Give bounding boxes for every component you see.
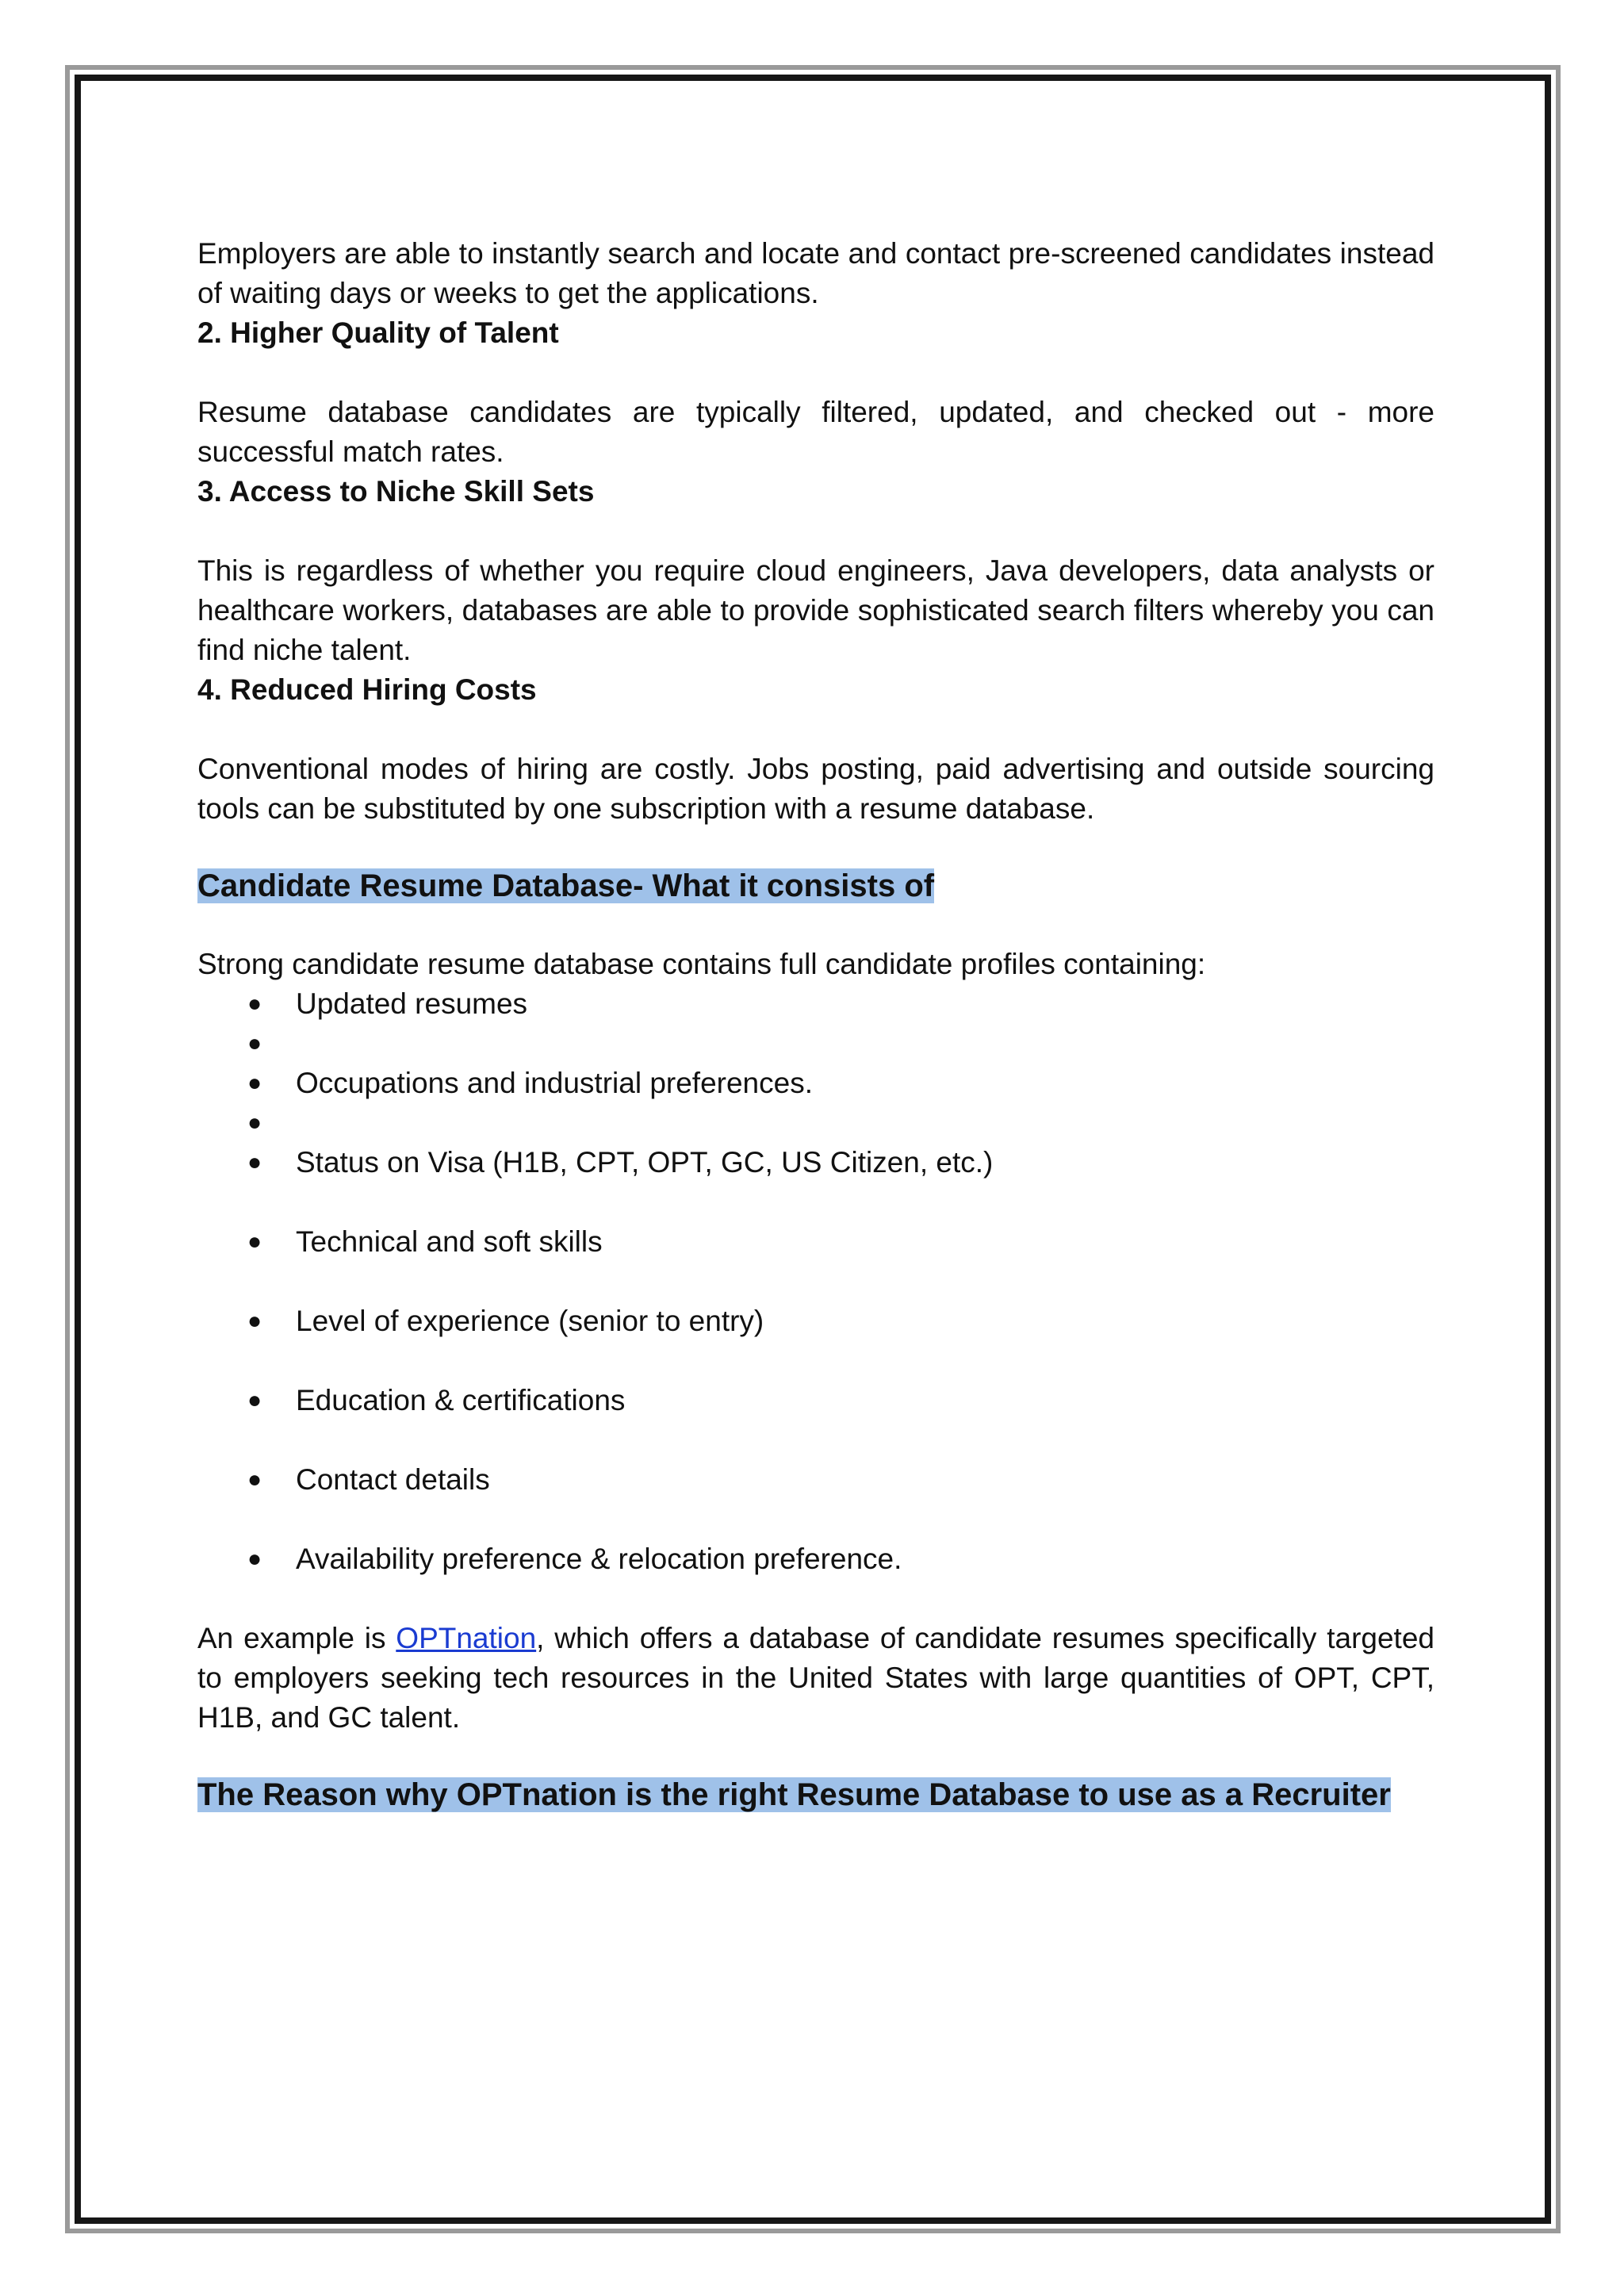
paragraph-niche: This is regardless of whether you require cloud engineers, Java developers, data analysts or healthcare workers, databases are able to provide sophisticated search filters whereby you can find niche talent. — [197, 554, 1434, 666]
bullet-icon: ● — [247, 1387, 262, 1413]
paragraph-intro: Employers are able to instantly search and locate and contact pre-screened candidates instead of waiting days or weeks to get the applications. — [197, 237, 1434, 309]
list-item: ● Contact details — [197, 1460, 1434, 1500]
bullet-icon: ● — [247, 1110, 262, 1136]
paragraph-quality: Resume database candidates are typically filtered, updated, and checked out - more successful match rates. — [197, 396, 1434, 468]
heading-higher-quality: 2. Higher Quality of Talent — [197, 316, 559, 349]
section-heading-consists — [197, 864, 1434, 908]
list-item: ● Technical and soft skills — [197, 1222, 1434, 1262]
highlight-reason: The Reason why OPTnation is the right Resume Database to use as a Recruiter — [197, 1777, 1391, 1812]
paragraph-profiles-intro: Strong candidate resume database contains full candidate profiles containing: — [197, 948, 1206, 980]
heading-niche-skills: 3. Access to Niche Skill Sets — [197, 475, 595, 508]
list-item: ● Education & certifications — [197, 1381, 1434, 1420]
highlight-consists: Candidate Resume Database- What it consists of — [197, 868, 935, 903]
bullet-icon: ● — [247, 1308, 262, 1334]
bullet-icon: ● — [247, 991, 262, 1017]
bullet-icon: ● — [247, 1149, 262, 1175]
section-heading-reason — [197, 1773, 1434, 1817]
bullet-icon: ● — [247, 1228, 262, 1255]
profile-contents-list — [197, 984, 1434, 1579]
list-item — [197, 1103, 1434, 1143]
list-item: ● Updated resumes — [197, 984, 1434, 1024]
paragraph-example: An example is OPTnation, which offers a database of candidate resumes specifically targeted to employers seeking tech resources in the United States with large quantities of OPT, CPT, H1B, and GC talent. — [197, 1622, 1434, 1734]
bullet-icon: ● — [247, 1546, 262, 1572]
heading-reduced-costs: 4. Reduced Hiring Costs — [197, 673, 537, 706]
list-item: ● Status on Visa (H1B, CPT, OPT, GC, US Citizen, etc.) — [197, 1143, 1434, 1182]
document-body — [197, 234, 1434, 1817]
optnation-link[interactable]: OPTnation — [396, 1622, 537, 1654]
list-item — [197, 1024, 1434, 1064]
list-item: ● Level of experience (senior to entry) — [197, 1301, 1434, 1341]
paragraph-costs: Conventional modes of hiring are costly. Jobs posting, paid advertising and outside sourcing tools can be substituted by one subscription with a resume database. — [197, 753, 1434, 825]
list-item: ● Availability preference & relocation preference. — [197, 1539, 1434, 1579]
bullet-icon: ● — [247, 1030, 262, 1056]
list-item: ● Occupations and industrial preferences. — [197, 1064, 1434, 1103]
bullet-icon: ● — [247, 1466, 262, 1493]
bullet-icon: ● — [247, 1070, 262, 1096]
